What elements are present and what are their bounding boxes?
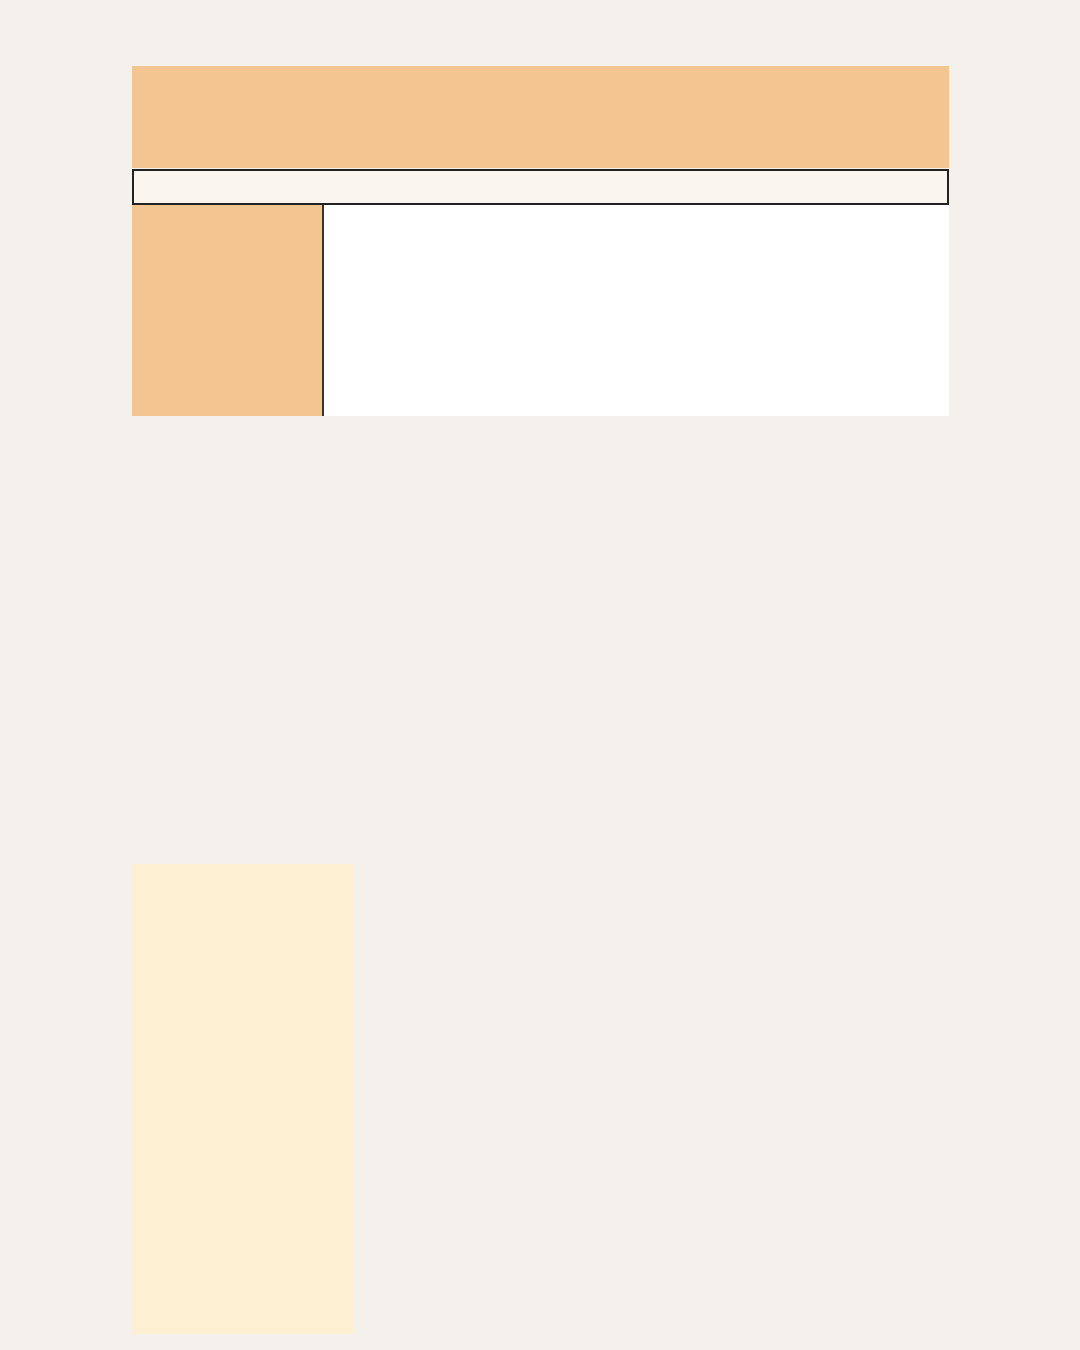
column-divider [322, 205, 324, 416]
letter-size-row [132, 169, 949, 205]
suggested-fabrics-card [131, 864, 353, 1334]
measurement-labels-column [132, 205, 322, 416]
size-conversion-block [132, 66, 949, 168]
body-measurements-block [132, 205, 949, 416]
